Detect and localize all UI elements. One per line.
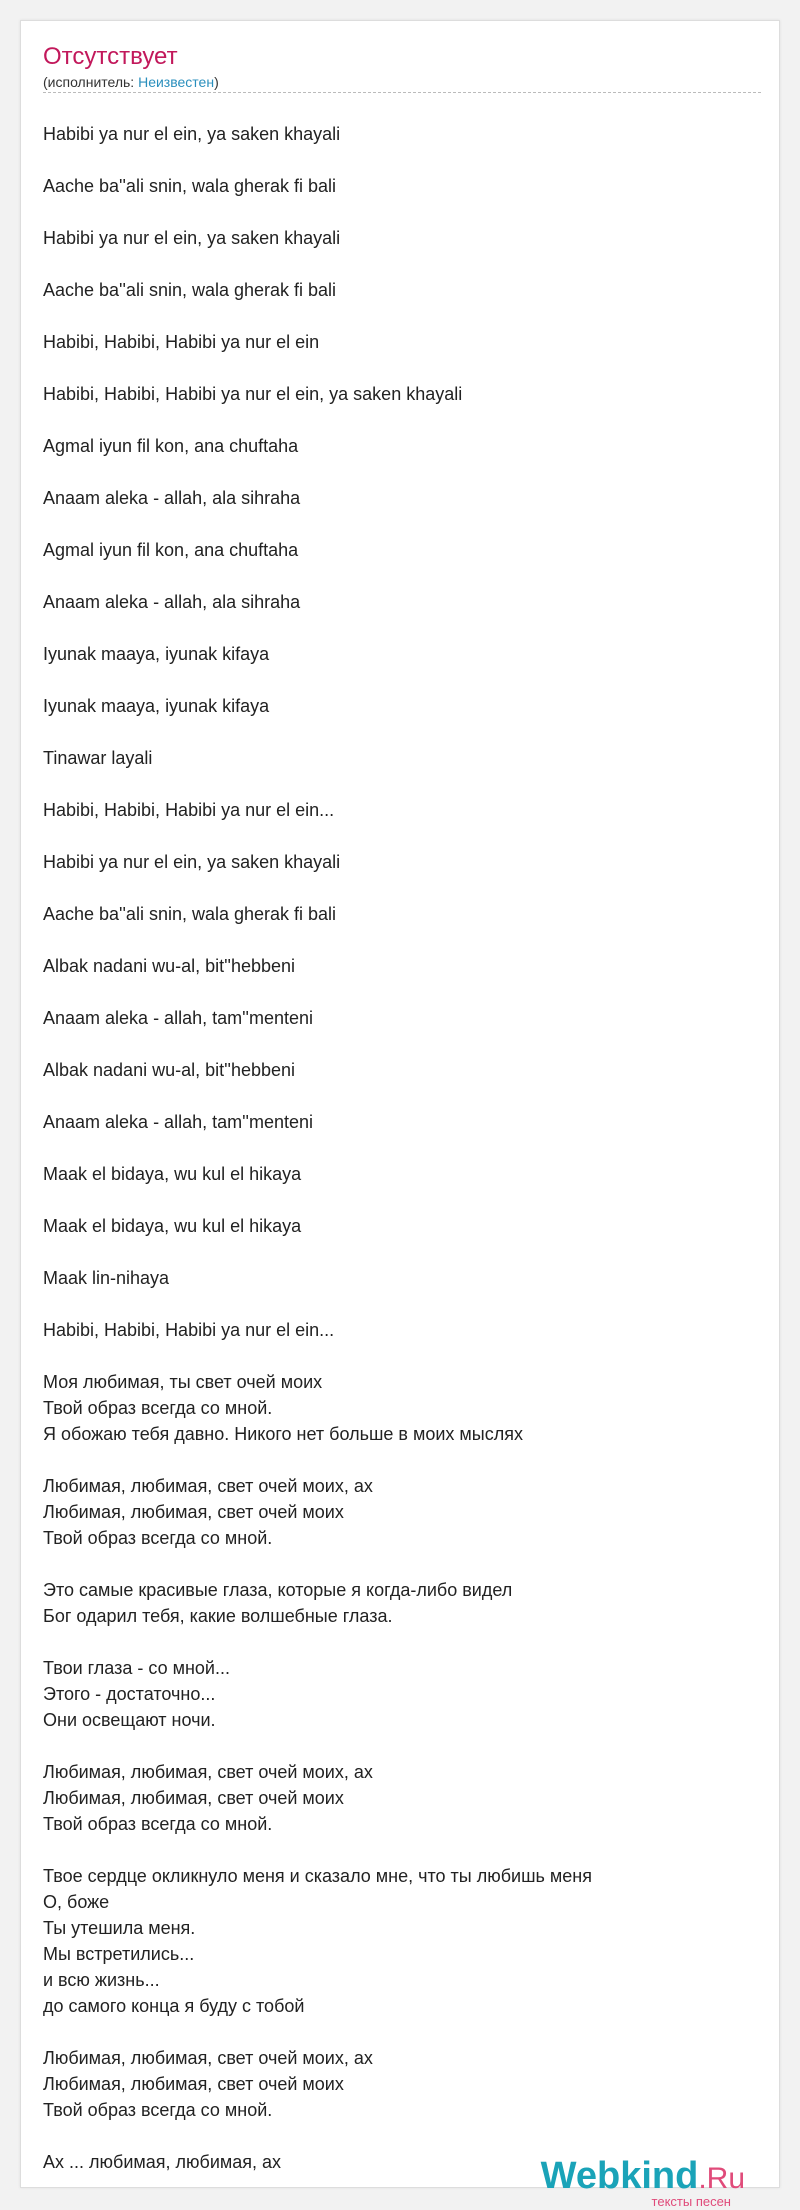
- translation-stanza: [43, 1369, 743, 1447]
- translation-line: Любимая, любимая, свет очей моих: [43, 2074, 344, 2094]
- translation-stanza: [43, 1759, 743, 1837]
- translation-line: Ты утешила меня.: [43, 1918, 196, 1938]
- lyric-line: Albak nadani wu-al, bit''hebbeni: [43, 1060, 296, 1080]
- lyric-line: Aache ba''ali snin, wala gherak fi bali: [43, 176, 337, 196]
- artist-suffix: ): [214, 74, 219, 90]
- translation-stanza: [43, 1863, 743, 2019]
- lyrics-body: [43, 121, 743, 2201]
- lyric-line: Habibi, Habibi, Habibi ya nur el ein: [43, 332, 320, 352]
- lyrics-original: [43, 121, 743, 1369]
- translation-line: Любимая, любимая, свет очей моих: [43, 1502, 344, 1522]
- lyric-line: Albak nadani wu-al, bit''hebbeni: [43, 956, 296, 976]
- lyric-line: Habibi, Habibi, Habibi ya nur el ein, ya saken khayali: [43, 384, 463, 404]
- lyric-line: Habibi ya nur el ein, ya saken khayali: [43, 228, 341, 248]
- lyrics-card: [20, 20, 780, 2209]
- translation-line: Твой образ всегда со мной.: [43, 1814, 273, 1834]
- lyrics-translation: [43, 1369, 743, 2175]
- lyric-line: Habibi, Habibi, Habibi ya nur el ein...: [43, 1320, 335, 1340]
- artist-line: [43, 73, 219, 91]
- title-divider: [43, 92, 761, 93]
- translation-stanza: [43, 1655, 743, 1733]
- lyric-line: Anaam aleka - allah, tam''menteni: [43, 1008, 314, 1028]
- lyric-line: Anaam aleka - allah, tam''menteni: [43, 1112, 314, 1132]
- translation-line: Твой образ всегда со мной.: [43, 1528, 273, 1548]
- translation-line: Твои глаза - со мной...: [43, 1658, 230, 1678]
- artist-link[interactable]: Неизвестен: [138, 74, 215, 90]
- lyric-line: Anaam aleka - allah, ala sihraha: [43, 592, 301, 612]
- translation-line: Любимая, любимая, свет очей моих, ах: [43, 1762, 373, 1782]
- translation-line: Я обожаю тебя давно. Никого нет больше в моих мыслях: [43, 1424, 523, 1444]
- translation-line: Любимая, любимая, свет очей моих, ах: [43, 2048, 373, 2068]
- lyric-line: Maak el bidaya, wu kul el hikaya: [43, 1164, 302, 1184]
- logo-brand: Webkind: [540, 2155, 699, 2197]
- translation-stanza: [43, 1473, 743, 1551]
- webkind-logo[interactable]: [541, 2157, 745, 2208]
- translation-stanza: [43, 2045, 743, 2123]
- lyric-line: Anaam aleka - allah, ala sihraha: [43, 488, 301, 508]
- logo-tld: .Ru: [698, 2162, 745, 2195]
- lyric-line: Iyunak maaya, iyunak kifaya: [43, 644, 270, 664]
- translation-line: до самого конца я буду с тобой: [43, 1996, 305, 2016]
- translation-stanza: [43, 1577, 743, 1629]
- lyric-line: Agmal iyun fil kon, ana chuftaha: [43, 540, 299, 560]
- translation-line: О, боже: [43, 1892, 110, 1912]
- translation-line: Любимая, любимая, свет очей моих, ах: [43, 1476, 373, 1496]
- lyric-line: Agmal iyun fil kon, ana chuftaha: [43, 436, 299, 456]
- lyric-line: Habibi ya nur el ein, ya saken khayali: [43, 124, 341, 144]
- lyric-line: Iyunak maaya, iyunak kifaya: [43, 696, 270, 716]
- logo-tagline: тексты песен: [651, 2194, 731, 2209]
- translation-line: и всю жизнь...: [43, 1970, 160, 1990]
- lyric-line: Maak lin-nihaya: [43, 1268, 170, 1288]
- translation-line: Моя любимая, ты свет очей моих: [43, 1372, 323, 1392]
- translation-line: Они освещают ночи.: [43, 1710, 216, 1730]
- lyric-line: Aache ba''ali snin, wala gherak fi bali: [43, 904, 337, 924]
- lyric-line: Tinawar layali: [43, 748, 153, 768]
- lyric-line: Maak el bidaya, wu kul el hikaya: [43, 1216, 302, 1236]
- lyric-line: Aache ba''ali snin, wala gherak fi bali: [43, 280, 337, 300]
- translation-line: Мы встретились...: [43, 1944, 195, 1964]
- translation-line: Это самые красивые глаза, которые я когда-либо видел: [43, 1580, 513, 1600]
- translation-line: Этого - достаточно...: [43, 1684, 216, 1704]
- logo-wordmark: [541, 2157, 745, 2198]
- translation-line: Твое сердце окликнуло меня и сказало мне, что ты любишь меня: [43, 1866, 592, 1886]
- artist-prefix: (исполнитель:: [43, 74, 139, 90]
- translation-line: Твой образ всегда со мной.: [43, 1398, 273, 1418]
- translation-line: Бог одарил тебя, какие волшебные глаза.: [43, 1606, 393, 1626]
- translation-line: Любимая, любимая, свет очей моих: [43, 1788, 344, 1808]
- translation-line: Твой образ всегда со мной.: [43, 2100, 273, 2120]
- lyric-line: Habibi ya nur el ein, ya saken khayali: [43, 852, 341, 872]
- translation-line: Ах ... любимая, любимая, ах: [43, 2152, 282, 2172]
- page-title: Отсутствует: [43, 43, 178, 70]
- lyric-line: Habibi, Habibi, Habibi ya nur el ein...: [43, 800, 335, 820]
